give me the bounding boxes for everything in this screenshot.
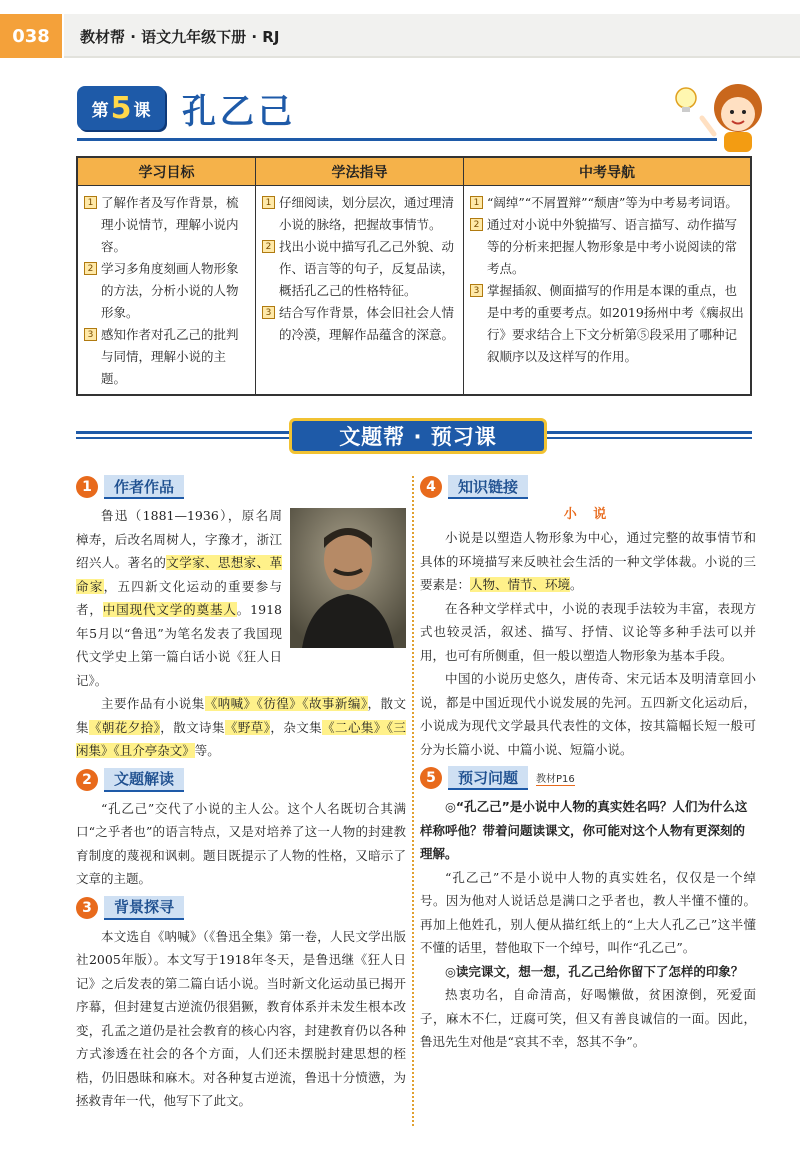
text-run: ，五四新文化运动的重要参与者， xyxy=(76,578,282,617)
section-label: 文题解读 xyxy=(104,768,184,792)
works-paragraph xyxy=(76,692,406,763)
highlight-text: 《呐喊》《彷徨》《故事新编》 xyxy=(204,696,368,711)
section-heading xyxy=(76,895,406,921)
list-item xyxy=(84,192,249,258)
exam-column xyxy=(464,186,750,394)
textbook-reference: 教材P16 xyxy=(536,770,575,786)
text-run: ，散文诗集 xyxy=(160,719,225,735)
text-run: 鲁迅（1881—1936），原名周樟寿，后改名周树人，字豫才，浙江绍兴人。著名的 xyxy=(76,508,282,570)
item-number: 2 xyxy=(262,240,275,253)
text-run: 。1918年5月以“鲁迅”为笔名发表了我国现代文学史上第一篇白话小说《狂人日记》。 xyxy=(76,602,282,688)
lesson-badge-number: 5 xyxy=(110,90,132,126)
list-item xyxy=(262,192,457,236)
novel-definition-paragraph xyxy=(420,526,756,597)
answer-2: 热衷功名，自命清高，好喝懒做，贫困潦倒，死爱面子，麻木不仁，迂腐可笑，但又有善良诚信的一面。因此，鲁迅先生对他是“哀其不幸，怒其不争”。 xyxy=(420,987,756,1049)
section-number: 4 xyxy=(420,476,442,498)
section-label: 预习问题 xyxy=(448,766,528,790)
header-method-guide: 学法指导 xyxy=(256,158,464,185)
item-text: 感知作者对孔乙己的批判与同情，理解小说的主题。 xyxy=(101,327,239,386)
list-item xyxy=(470,280,744,368)
text-run: 小说是以塑造人物形象为中心，通过完整的故事情节和具体的环境描写来反映社会生活的一种文学体裁。小说的三要素是： xyxy=(420,530,756,592)
list-item xyxy=(470,214,744,280)
question-1: ◎“孔乙己”是小说中人物的真实姓名吗？人们为什么这样称呼他？带着问题读课文，你可能对这个人物有更深刻的理解。 xyxy=(420,799,748,861)
list-item xyxy=(470,192,744,214)
section-heading xyxy=(76,474,406,500)
item-number: 3 xyxy=(84,328,97,341)
list-item xyxy=(84,324,249,390)
page-header xyxy=(0,14,800,58)
header-learning-goals: 学习目标 xyxy=(78,158,256,185)
item-text: 通过对小说中外貌描写、语言描写、动作描写等的分析来把握人物形象是中考小说阅读的常考点。 xyxy=(487,217,738,276)
background-paragraph: 本文选自《呐喊》（《鲁迅全集》第一卷，人民文学出版社2005年版）。本文写于1918年冬天，是鲁迅继《狂人日记》之后发表的第二篇白话小说。当时新文化运动虽已揭开序幕，但封建复古逆流仍很猖獗，教育体系并未发生根本改变，孔孟之道仍是社会教育的核心内容，封建教育仍以各种方式渗透在社会的各个方面，人们还未摆脱封建思想的桎梏，仍旧愚昧和麻木。对各种复古逆流，鲁迅十分愤懑，为拯救青年一代，他写下了此文。 xyxy=(76,928,406,1108)
page-number: 038 xyxy=(0,14,62,58)
item-number: 3 xyxy=(262,306,275,319)
lesson-badge-suffix: 课 xyxy=(133,100,151,121)
header-exam-guide: 中考导航 xyxy=(579,164,635,181)
right-column xyxy=(420,474,756,1054)
item-text: 掌握插叙、侧面描写的作用是本课的重点，也是中考的重要考点。如2019扬州中考《瘸叔出行》要求结合上下文分析第⑤段采用了哪种记叙顺序以及这样写的作用。 xyxy=(487,283,744,364)
section-heading xyxy=(420,765,756,791)
item-number: 2 xyxy=(470,218,483,231)
title-analysis-paragraph: “孔乙己”交代了小说的主人公。这个人名既切合其满口“之乎者也”的语言特点，又是对培养了这一人物的封建教育制度的蔑视和讽刺。题目既提示了人物的性格，又暗示了文章的主题。 xyxy=(76,800,406,886)
girl-with-lightbulb-icon xyxy=(672,74,772,154)
question-2: ◎读完课文，想一想，孔乙己给你留下了怎样的印象？ xyxy=(445,963,744,979)
item-number: 1 xyxy=(262,196,275,209)
list-item xyxy=(84,258,249,324)
item-text: 了解作者及写作背景，梳理小说情节，理解小说内容。 xyxy=(101,195,239,254)
lesson-badge xyxy=(77,86,165,130)
item-number: 1 xyxy=(84,196,97,209)
section-heading xyxy=(420,474,756,500)
item-number: 3 xyxy=(470,284,483,297)
novel-technique-paragraph: 在各种文学样式中，小说的表现手法较为丰富，表现方式也较灵活，叙述、描写、抒情、议论等多种手法可以并用，也可有所侧重，但一般以塑造人物形象为基本手段。 xyxy=(420,600,756,663)
lesson-badge-prefix: 第 xyxy=(91,100,109,121)
text-run: ，散文集 xyxy=(76,696,406,735)
item-text: “阔绰”“不屑置辩”“颓唐”等为中考易考词语。 xyxy=(487,195,738,210)
goals-table xyxy=(76,156,752,396)
highlight-text: 《朝花夕拾》 xyxy=(88,719,161,735)
goals-table-header xyxy=(78,158,750,186)
section-banner: 文题帮 · 预习课 xyxy=(289,418,547,454)
highlight-text: 《二心集》《三闲集》《且介亭杂文》 xyxy=(76,719,406,758)
item-number: 1 xyxy=(470,196,483,209)
text-run: 。 xyxy=(570,577,583,592)
method-column xyxy=(256,186,464,394)
answer-1: “孔乙己”不是小说中人物的真实姓名，仅仅是一个绰号。因为他对人说话总是满口之乎者也，教人半懂不懂的。再加上他姓孔，别人便从描红纸上的“上大人孔乙己”这半懂不懂的话里，替他取下一个绰号，叫作“孔乙己”。 xyxy=(420,869,756,955)
goals-column xyxy=(78,186,256,394)
book-title: 教材帮 · 语文九年级下册 · RJ xyxy=(80,28,280,46)
section-label: 知识链接 xyxy=(448,475,528,499)
list-item xyxy=(262,236,457,302)
text-run: 主要作品有小说集 xyxy=(101,696,205,711)
highlight-text: 《野草》 xyxy=(224,719,271,735)
section-number: 5 xyxy=(420,767,442,789)
text-run: 等。 xyxy=(194,743,220,758)
title-rule xyxy=(77,138,717,141)
author-portrait-photo xyxy=(290,508,406,648)
left-column xyxy=(76,474,406,1113)
item-text: 仔细阅读，划分层次，通过理清小说的脉络，把握故事情节。 xyxy=(279,195,455,232)
text-run: ，杂文集 xyxy=(270,719,323,735)
lesson-title: 孔乙己 xyxy=(182,92,296,132)
author-portrait xyxy=(290,508,406,658)
section-label: 作者作品 xyxy=(104,475,184,499)
highlight-text: 人物、情节、环境 xyxy=(470,577,571,592)
item-text: 结合写作背景，体会旧社会人情的冷漠，理解作品蕴含的深意。 xyxy=(279,305,455,342)
section-number: 1 xyxy=(76,476,98,498)
section-number: 3 xyxy=(76,897,98,919)
highlight-text: 文学家、思想家、革命家 xyxy=(76,555,282,594)
section-number: 2 xyxy=(76,769,98,791)
item-text: 学习多角度刻画人物形象的方法，分析小说的人物形象。 xyxy=(101,261,239,320)
novel-history-paragraph: 中国的小说历史悠久，唐传奇、宋元话本及明清章回小说，都是中国近现代小说发展的先河。五四新文化运动后，小说成为现代文学最具代表性的文体，按其篇幅长短一般可分为长篇小说、中篇小说、短篇小说。 xyxy=(420,671,756,757)
section-heading xyxy=(76,767,406,793)
highlight-text: 中国现代文学的奠基人 xyxy=(102,602,237,617)
item-number: 2 xyxy=(84,262,97,275)
item-text: 找出小说中描写孔乙己外貌、动作、语言等的句子，反复品读，概括孔乙己的性格特征。 xyxy=(279,239,455,298)
knowledge-subtitle: 小 说 xyxy=(563,507,613,522)
list-item xyxy=(262,302,457,346)
column-divider xyxy=(412,476,414,1126)
section-label: 背景探寻 xyxy=(104,896,184,920)
